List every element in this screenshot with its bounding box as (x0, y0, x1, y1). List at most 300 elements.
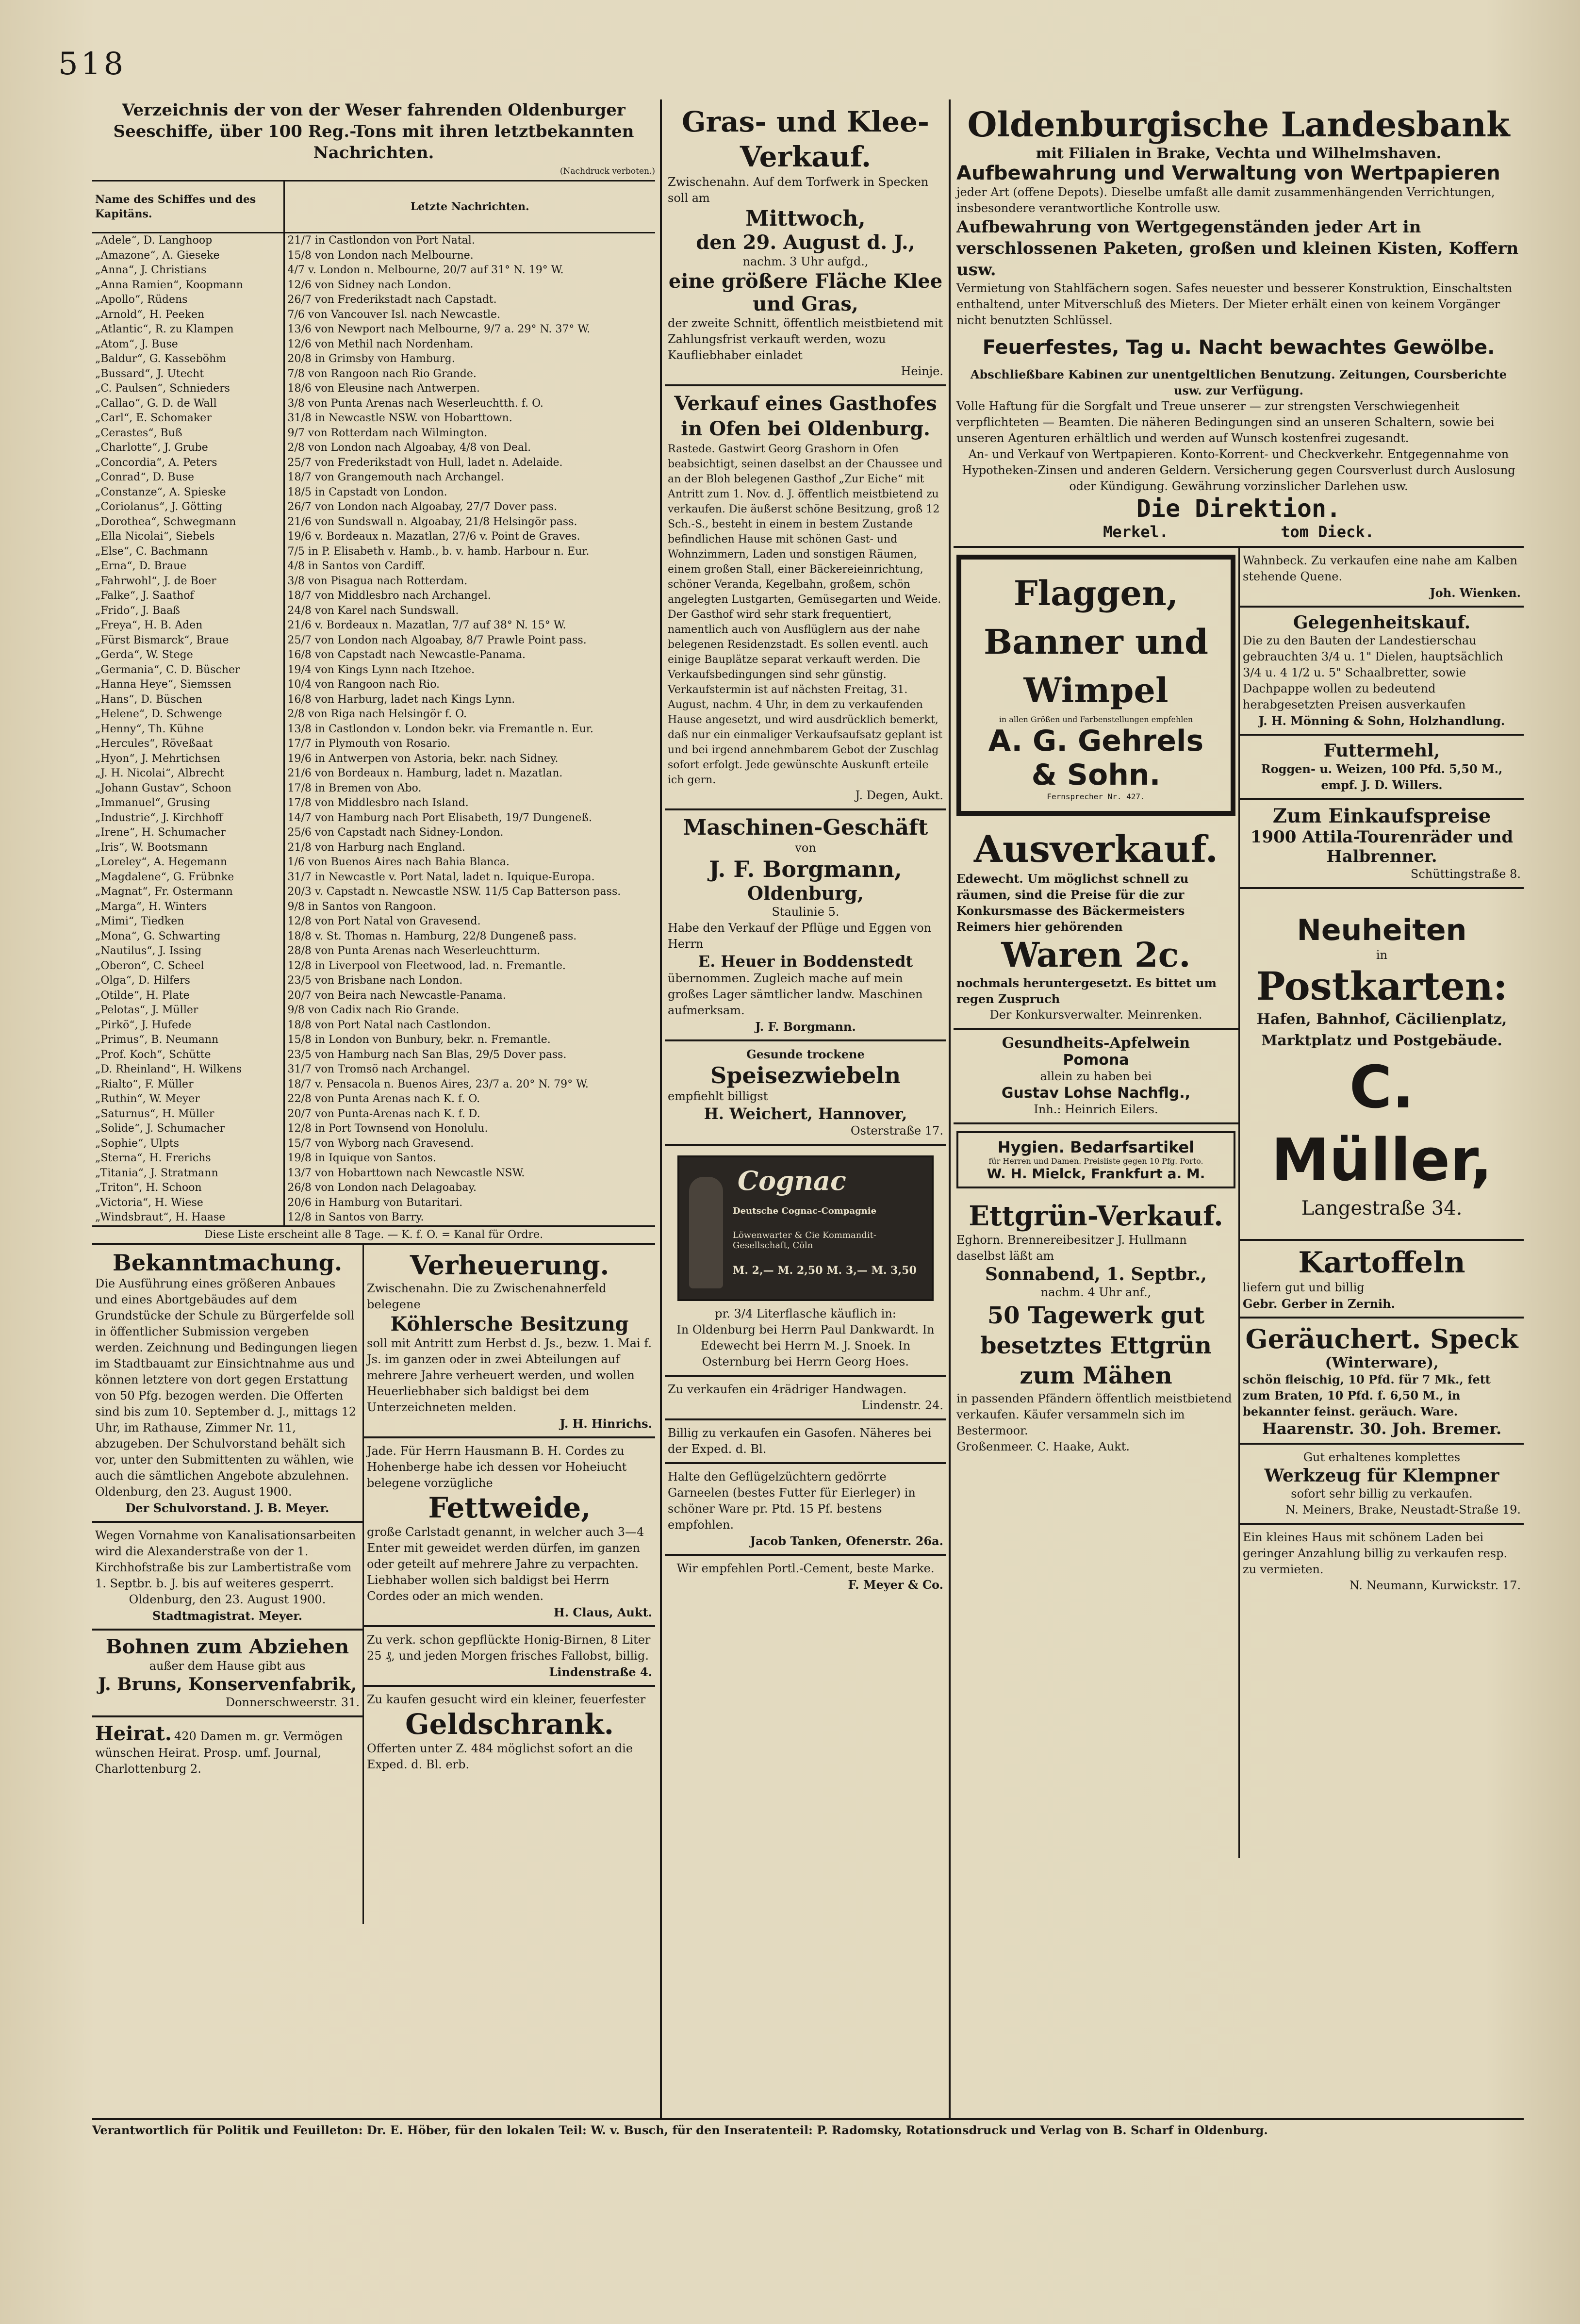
ship-news: 20/6 in Hamburg von Butaritari. (287, 1196, 463, 1209)
ship-name: „Solide“, J. Schumacher (92, 1121, 284, 1137)
ship-name: „Primus“, B. Neumann (92, 1033, 284, 1048)
table-row (92, 589, 655, 604)
ad-text: Gut erhaltenes komplettes (1303, 1450, 1461, 1464)
ship-news: 13/8 in Castlondon v. London bekr. via Fremantle n. Eur. (287, 723, 593, 735)
ship-news: 31/7 von Tromsö nach Archangel. (287, 1063, 470, 1075)
ship-news: 10/4 von Rangoon nach Rio. (287, 678, 440, 691)
ship-news: 23/5 von Hamburg nach San Blas, 29/5 Dover pass. (287, 1048, 567, 1061)
ship-name: „Charlotte“, J. Grube (92, 441, 284, 456)
ad-title: Ettgrün-Verkauf. (969, 1200, 1223, 1232)
ship-name: „Anna“, J. Christians (92, 263, 284, 278)
ship-news: 21/8 von Harburg nach England. (287, 841, 465, 854)
table-row (92, 500, 655, 515)
ship-news: 7/5 in P. Elisabeth v. Hamb., b. v. hamb. Harbour n. Eur. (287, 545, 590, 558)
ad-firm: C. Müller, (1271, 1054, 1493, 1194)
ship-news: 2/8 von Riga nach Helsingör f. O. (287, 708, 467, 720)
ad-address: Lindenstraße 4. (549, 1665, 652, 1679)
column-middle (665, 99, 946, 2118)
ship-name: „Constanze“, A. Spieske (92, 485, 284, 500)
ship-name: „Callao“, G. D. de Wall (92, 396, 284, 412)
ad-text: Offerten unter Z. 484 möglichst sofort an die Exped. d. Bl. erb. (367, 1741, 633, 1771)
table-row (92, 692, 655, 708)
ship-name: „Apollo“, Rüdens (92, 293, 284, 308)
table-row (92, 900, 655, 915)
ad-address: Schüttingstraße 8. (1410, 867, 1521, 881)
ad-gefluegel (665, 1464, 946, 1556)
ad-address: Donnerschweerstr. 31. (225, 1695, 360, 1709)
ad-subtitle: mit Filialen in Brake, Vechta und Wilhelmshaven. (1036, 145, 1442, 162)
ad-text: Die zu den Bauten der Landestierschau gebrauchten 3/4 u. 1" Dielen, hauptsächlich 3/4 u. 4 1/2 u. 5" Schaalbretter, sowie Dachpappe wollen zu bedeutend herabgesetzten Preisen ausverkaufen (1243, 634, 1503, 711)
ad-title: Bekanntmachung. (113, 1249, 342, 1276)
ad-title: Kartoffeln (1298, 1246, 1465, 1280)
ad-pomona (954, 1030, 1238, 1124)
ship-name: „Cerastes“, Buß (92, 426, 284, 441)
ad-speck (1240, 1319, 1524, 1445)
ship-name: „D. Rheinland“, H. Wilkens (92, 1062, 284, 1077)
ship-news: 16/8 von Harburg, ladet nach Kings Lynn. (287, 693, 515, 706)
table-row (92, 1121, 655, 1137)
ship-news: 26/7 von Frederikstadt nach Capstadt. (287, 294, 497, 306)
bank-names: Merkel. tom Dieck. (1103, 523, 1374, 541)
ad-date: Oldenburg, den 23. August 1900. (129, 1592, 326, 1606)
ship-name: „Bussard“, J. Utecht (92, 367, 284, 382)
table-row (92, 1092, 655, 1107)
table-row (92, 544, 655, 560)
ship-news: 22/8 von Punta Arenas nach K. f. O. (287, 1093, 480, 1105)
ad-text: 420 Damen m. gr. Vermögen wünschen Heirat. Prosp. umf. Journal, Charlottenburg 2. (95, 1729, 343, 1776)
ship-news: 20/3 v. Capstadt n. Newcastle NSW. 11/5 Cap Batterson pass. (287, 886, 621, 898)
right-ads-row (954, 548, 1524, 1858)
bank-line: jeder Art (offene Depots). Dieselbe umfaßt alle damit zusammenhängenden Verrichtungen, insbesondere verantwortliche Kontrolle usw. (956, 185, 1495, 215)
ad-title: Hygien. Bedarfsartikel (997, 1138, 1195, 1156)
ad-text: übernommen. Zugleich mache auf mein großes Lager sämtlicher landw. Maschinen aufmerksam. (668, 972, 923, 1017)
table-row (92, 722, 655, 737)
table-row (92, 308, 655, 323)
ad-text: Zu verkaufen ein 4rädriger Handwagen. (668, 1383, 907, 1396)
ad-bekanntmachung (92, 1245, 362, 1523)
ship-name: „Triton“, H. Schoon (92, 1181, 284, 1196)
table-row (92, 263, 655, 278)
ad-text: Hafen, Bahnhof, Cäcilienplatz, Marktplatz und Postgebäude. (1256, 1011, 1507, 1049)
ship-name: „Sophie“, Ulpts (92, 1137, 284, 1152)
table-row (92, 574, 655, 589)
ship-news: 9/7 von Rotterdam nach Wilmington. (287, 427, 488, 439)
table-row (92, 1107, 655, 1122)
cognac-price: M. 2,— M. 2,50 M. 3,— M. 3,50 (733, 1264, 917, 1277)
ad-text: Inh.: Heinrich Eilers. (1034, 1103, 1158, 1116)
ad-subtitle: (Winterware), (1325, 1354, 1439, 1371)
ship-name: „C. Paulsen“, Schnieders (92, 381, 284, 396)
ad-futtermehl (1240, 736, 1524, 800)
ad-ausverkauf (954, 823, 1238, 1030)
ship-table-body (92, 233, 655, 1226)
table-row (92, 944, 655, 959)
ship-name: „Carl“, E. Schomaker (92, 411, 284, 426)
ad-phone: Fernsprecher Nr. 427. (1047, 792, 1145, 801)
ship-name: „Atlantic“, R. zu Klampen (92, 322, 284, 337)
ship-name: „Iris“, W. Bootsmann (92, 841, 284, 856)
ship-name: „Hans“, D. Büschen (92, 692, 284, 708)
ad-title: Gelegenheitskauf. (1293, 612, 1471, 633)
ship-name: „Arnold“, H. Peeken (92, 308, 284, 323)
ship-name: „Olga“, D. Hilfers (92, 973, 284, 989)
ship-name: „Hyon“, J. Mehrtichsen (92, 752, 284, 767)
table-row (92, 1062, 655, 1077)
table-row (92, 559, 655, 574)
left-ads-row (92, 1245, 655, 1924)
ad-subtitle: Postkarten: (1256, 963, 1508, 1009)
ad-title: Geldschrank. (405, 1707, 614, 1741)
ad-text: große Carlstadt genannt, in welcher auch 3—4 Enter mit geweidet werden dürfen, im ganzen oder geteilt auf mehrere Jahre zu verpachten. Liebhaber wollen sich baldigst bei Herrn Cordes oder an mich wenden. (367, 1525, 644, 1603)
table-row (92, 633, 655, 648)
ad-text: Edewecht. Um möglichst schnell zu räumen, sind die Preise für die zur Konkursmasse des Bäckermeisters Reimers hier gehörenden (956, 872, 1189, 934)
ship-news: 28/8 von Punta Arenas nach Weserleuchtturm. (287, 945, 541, 957)
ad-werkzeug (1240, 1445, 1524, 1525)
ship-col-news: Letzte Nachrichten. (284, 181, 655, 233)
table-row (92, 604, 655, 619)
ad-title: Verheuerung. (410, 1249, 609, 1281)
ad-sign: F. Meyer & Co. (848, 1578, 943, 1592)
bank-line: Abschließbare Kabinen zur unentgeltlichen Benutzung. Zeitungen, Coursberichte usw. zur Verfügung. (970, 367, 1507, 397)
ship-col-name: Name des Schiffes und des Kapitäns. (92, 181, 284, 233)
left-ads-a (92, 1245, 364, 1924)
ship-news: 13/6 von Newport nach Melbourne, 9/7 a. 29° N. 37° W. (287, 323, 591, 335)
ship-name: „Marga“, H. Winters (92, 900, 284, 915)
ship-name: „Anna Ramien“, Koopmann (92, 278, 284, 293)
ship-name: „Baldur“, G. Kasseböhm (92, 352, 284, 367)
ship-news: 12/8 in Port Townsend von Honolulu. (287, 1122, 488, 1135)
table-row (92, 322, 655, 337)
table-row (92, 485, 655, 500)
ship-news: 17/8 in Bremen von Abo. (287, 782, 422, 794)
ad-day: Mittwoch, (745, 206, 866, 231)
table-row (92, 426, 655, 441)
ship-name: „Fahrwohl“, J. de Boer (92, 574, 284, 589)
ad-handwagen (665, 1377, 946, 1420)
ship-name: „Coriolanus“, J. Götting (92, 500, 284, 515)
ship-news: 15/7 von Wyborg nach Gravesend. (287, 1137, 474, 1150)
ship-news: 13/7 von Hobarttown nach Newcastle NSW. (287, 1167, 525, 1179)
ship-name: „Rialto“, F. Müller (92, 1077, 284, 1092)
ship-news: 1/6 von Buenos Aires nach Bahia Blanca. (287, 856, 510, 868)
ship-list-title: Verzeichnis der von der Weser fahrenden Oldenburger Seeschiffe, über 100 Reg.-Tons mit ihren letztbekannten Nachrichten. (113, 100, 634, 163)
ship-news: 12/6 von Methil nach Nordenham. (287, 338, 474, 350)
ad-title: Oldenburgische Landesbank (967, 104, 1510, 145)
ad-title: Verkauf eines Gasthofes in Ofen bei Oldenburg. (674, 392, 937, 440)
ad-text: in allen Größen und Farbenstellungen empfehlen (999, 715, 1193, 724)
ship-news: 12/8 in Santos von Barry. (287, 1211, 424, 1223)
ship-name: „Germania“, C. D. Büscher (92, 663, 284, 678)
ship-news: 19/4 von Kings Lynn nach Itzehoe. (287, 663, 475, 676)
ad-text: Habe den Verkauf der Pflüge und Eggen von Herrn (668, 921, 932, 951)
ad-text: Halte den Geflügelzüchtern gedörrte Garneelen (bestes Futter für Eierleger) in schöner Ware pr. Ptd. 15 Pf. bestens empfohlen. (668, 1470, 916, 1532)
table-row (92, 1166, 655, 1181)
ad-cognac (665, 1146, 946, 1377)
ship-name: „Ruthin“, W. Meyer (92, 1092, 284, 1107)
ad-landesbank (954, 99, 1524, 548)
cognac-brand: Cognac (738, 1165, 846, 1196)
ship-name: „Sterna“, H. Frerichs (92, 1151, 284, 1166)
ad-subtitle: Köhlersche Besitzung (390, 1312, 629, 1335)
ad-sign: H. Claus, Aukt. (554, 1605, 652, 1619)
ad-text: von (795, 841, 816, 855)
ship-news: 25/7 von London nach Algoabay, 8/7 Prawle Point pass. (287, 634, 587, 646)
ship-news: 18/5 in Capstadt von London. (287, 486, 447, 498)
ship-name: „Frido“, J. Baaß (92, 604, 284, 619)
ship-news: 2/8 von London nach Algoabay, 4/8 von Deal. (287, 442, 531, 454)
table-row (92, 456, 655, 471)
ship-name: „Magdalene“, G. Frübnke (92, 870, 284, 885)
table-row (92, 811, 655, 826)
cognac-sub: Deutsche Cognac-Compagnie (733, 1206, 877, 1216)
table-row (92, 707, 655, 722)
ad-sign: J. H. Hinrichs. (560, 1416, 652, 1431)
table-row (92, 737, 655, 752)
ad-address: Staulinie 5. (772, 905, 839, 919)
column-rule-1 (660, 99, 662, 2118)
ad-firm: H. Weichert, Hannover, (704, 1104, 907, 1123)
ship-name: „Irene“, H. Schumacher (92, 825, 284, 841)
ship-news: 19/8 in Iquique von Santos. (287, 1152, 436, 1164)
ship-name: „Ella Nicolai“, Siebels (92, 529, 284, 544)
ship-news: 20/8 in Grimsby von Hamburg. (287, 353, 455, 365)
ad-text: schön fleischig, 10 Pfd. für 7 Mk., fett zum Braten, 10 Pfd. f. 6,50 M., in bekannter feinst. geräuch. Ware. (1243, 1372, 1491, 1418)
ad-subtitle: eine größere Fläche Klee und Gras, (668, 270, 943, 315)
ad-text: Billig zu verkaufen ein Gasofen. Näheres bei der Exped. d. Bl. (668, 1426, 932, 1456)
ad-time: nachm. 4 Uhr anf., (1040, 1286, 1152, 1299)
ad-title: Geräuchert. Speck (1245, 1323, 1518, 1354)
ad-kanalisation (92, 1523, 362, 1631)
ad-sign: Heinje. (901, 364, 943, 378)
ad-title: Maschinen-Geschäft (683, 815, 928, 840)
ship-name: „Hercules“, Röveßaat (92, 737, 284, 752)
ad-geldschrank (364, 1687, 655, 1778)
ship-news: 21/6 v. Bordeaux n. Mazatlan, 7/7 auf 38° N. 15° W. (287, 619, 566, 631)
ship-news: 18/6 von Eleusine nach Antwerpen. (287, 382, 480, 395)
ship-name: „Erna“, D. Braue (92, 559, 284, 574)
ad-title: Fettweide, (428, 1491, 591, 1524)
table-row (92, 781, 655, 796)
ship-news: 17/7 in Plymouth von Rosario. (287, 738, 451, 750)
ship-name: „Nautilus“, J. Issing (92, 944, 284, 959)
ship-name: „Otilde“, H. Plate (92, 989, 284, 1004)
ad-date: den 29. August d. J., (696, 231, 915, 254)
ad-sign: N. Meiners, Brake, Neustadt-Straße 19. (1285, 1503, 1521, 1516)
table-row (92, 1077, 655, 1092)
ship-news: 4/7 v. London n. Melbourne, 20/7 auf 31° N. 19° W. (287, 264, 564, 276)
table-row (92, 766, 655, 781)
ad-address: Osterstraße 17. (850, 1124, 943, 1137)
ship-news: 3/8 von Punta Arenas nach Weserleuchtth. f. O. (287, 397, 543, 410)
ad-name: Pomona (1063, 1052, 1129, 1069)
ad-date: Oldenburg, den 23. August 1900. (95, 1484, 292, 1499)
ad-text: Zwischenahn. Die zu Zwischenahnerfeld belegene (367, 1281, 607, 1311)
ad-sign: Stadtmagistrat. Meyer. (152, 1608, 303, 1623)
ship-news: 31/7 in Newcastle v. Port Natal, ladet n. Iquique-Europa. (287, 871, 595, 883)
ship-name: „Concordia“, A. Peters (92, 456, 284, 471)
ad-date: Sonnabend, 1. Septbr., (985, 1264, 1207, 1285)
ad-firm: Gustav Lohse Nachflg., (1001, 1085, 1191, 1102)
table-row (92, 352, 655, 367)
ad-title: Gras- und Klee-Verkauf. (682, 105, 929, 173)
ship-news: 23/5 von Brisbane nach London. (287, 974, 463, 987)
ship-name: „Oberon“, C. Scheel (92, 959, 284, 974)
table-row (92, 233, 655, 248)
column-right (954, 99, 1524, 2118)
ad-text: außer dem Hause gibt aus (149, 1659, 306, 1673)
ad-wahnbeck (1240, 548, 1524, 608)
ship-news: 12/6 von Sidney nach London. (287, 279, 451, 291)
table-row (92, 914, 655, 929)
ad-verheuerung (364, 1245, 655, 1438)
ship-news: 15/8 von London nach Melbourne. (287, 249, 474, 262)
ship-news: 14/7 von Hamburg nach Port Elisabeth, 19/7 Dungeneß. (287, 811, 592, 824)
ad-postkarten (1240, 889, 1524, 1241)
column-ships (92, 99, 655, 2118)
table-row (92, 929, 655, 944)
ship-news: 9/8 von Cadix nach Rio Grande. (287, 1004, 460, 1016)
right-ads-b (1240, 548, 1524, 1858)
ad-sign: J. H. Mönning & Sohn, Holzhandlung. (1258, 714, 1505, 728)
page-number: 518 (58, 46, 127, 82)
ad-text: in (1376, 948, 1388, 962)
ad-title: Ausverkauf. (973, 827, 1218, 871)
table-row (92, 825, 655, 841)
table-row (92, 855, 655, 870)
bank-line: Aufbewahrung von Wertgegenständen jeder Art in verschlossenen Paketen, großen und kleinen Kisten, Koffern usw. (956, 217, 1519, 280)
ad-name: E. Heuer in Boddenstedt (698, 952, 913, 971)
ad-cement (665, 1556, 946, 1598)
ship-news: 7/6 von Vancouver Isl. nach Newcastle. (287, 308, 501, 321)
table-row (92, 841, 655, 856)
ad-flaggen (956, 555, 1235, 816)
ship-name: „Pelotas“, J. Müller (92, 1003, 284, 1018)
ad-title: Heirat. (95, 1722, 172, 1745)
ship-name: „Immanuel“, Grusing (92, 796, 284, 811)
bank-line: Aufbewahrung und Verwaltung von Wertpapieren (956, 162, 1500, 184)
ship-list-footer: Diese Liste erscheint alle 8 Tage. — K. f. O. = Kanal für Ordre. (92, 1227, 655, 1245)
ship-news: 18/8 v. St. Thomas n. Hamburg, 22/8 Dungeneß pass. (287, 930, 577, 942)
table-row (92, 1048, 655, 1063)
ship-name: „Mona“, G. Schwarting (92, 929, 284, 944)
ad-text: Ein kleines Haus mit schönem Laden bei geringer Anzahlung billig zu verkaufen resp. zu vermieten. (1243, 1531, 1508, 1576)
table-row (92, 293, 655, 308)
ad-firm: Gebr. Gerber in Zernih. (1243, 1297, 1395, 1311)
table-row (92, 1181, 655, 1196)
imprint-footer: Verantwortlich für Politik und Feuilleton: Dr. E. Höber, für den lokalen Teil: W. v. Busch, für den Inseratenteil: P. Radomsky, Rotationsdruck und Verlag von B. Scharf in Oldenburg. (92, 2118, 1524, 2137)
ad-gras-klee (665, 99, 946, 386)
table-row (92, 441, 655, 456)
column-rule-2 (949, 99, 951, 2118)
table-row (92, 248, 655, 264)
table-row (92, 752, 655, 767)
ship-news: 12/8 in Liverpool von Fleetwood, lad. n. Fremantle. (287, 959, 566, 972)
ship-news: 17/8 von Middlesbro nach Island. (287, 797, 469, 809)
ad-text: Wir empfehlen Portl.-Cement, beste Marke. (676, 1562, 935, 1575)
ad-einkaufspreise (1240, 800, 1524, 889)
ship-name: „Pirkö“, J. Hufede (92, 1018, 284, 1033)
table-row (92, 529, 655, 544)
ship-name: „Henny“, Th. Kühne (92, 722, 284, 737)
ad-kartoffeln (1240, 1241, 1524, 1319)
ship-news: 25/7 von Frederikstadt von Hull, ladet n. Adelaide. (287, 456, 563, 469)
ad-firm: A. G. Gehrels & Sohn. (988, 724, 1204, 792)
table-row (92, 618, 655, 633)
ad-gasofen (665, 1420, 946, 1464)
ad-text: Gesunde trockene (746, 1047, 865, 1061)
ship-name: „Gerda“, W. Stege (92, 648, 284, 663)
table-row (92, 337, 655, 352)
ad-heirat (92, 1717, 362, 1782)
left-ads-b (364, 1245, 655, 1924)
table-row (92, 470, 655, 485)
table-row (92, 1018, 655, 1033)
ad-text: Zu verk. schon gepflückte Honig-Birnen, 8 Liter 25 ₰, und jeden Morgen frisches Fallobst, billig. (367, 1632, 651, 1663)
ad-text: 1900 Attila-Tourenräder und Halbrenner. (1250, 827, 1514, 866)
table-row (92, 367, 655, 382)
ad-sign: Großenmeer. C. Haake, Aukt. (956, 1440, 1130, 1453)
ship-news: 25/6 von Capstadt nach Sidney-London. (287, 826, 504, 839)
ad-text: der zweite Schnitt, öffentlich meistbietend mit Zahlungsfrist verkauft werden, wozu Kaufliebhaber einladet (668, 316, 943, 362)
bottle-icon (689, 1177, 723, 1288)
ship-news: 9/8 in Santos von Rangoon. (287, 900, 436, 913)
table-row (92, 796, 655, 811)
ad-firm: J. Bruns, Konservenfabrik, (98, 1674, 357, 1695)
ship-table (92, 180, 655, 1227)
ad-ettgruen (954, 1195, 1238, 1460)
ad-time: nachm. 3 Uhr aufgd., (742, 255, 869, 268)
ship-name: „Helene“, D. Schwenge (92, 707, 284, 722)
ad-text: in passenden Pfändern öffentlich meistbietend verkaufen. Käufer versammeln sich im Bestermoor. (956, 1392, 1232, 1437)
ship-news: 20/7 von Punta-Arenas nach K. f. D. (287, 1107, 480, 1120)
ship-news: 20/7 von Beira nach Newcastle-Panama. (287, 989, 506, 1002)
ad-title: Flaggen, Banner und Wimpel (984, 573, 1208, 710)
right-ads-a (954, 548, 1240, 1858)
ad-title: Werkzeug für Klempner (1264, 1466, 1499, 1486)
ship-news: 19/6 v. Bordeaux n. Mazatlan, 27/6 v. Point de Graves. (287, 530, 580, 543)
ad-subtitle: 50 Tagewerk gut besetztes Ettgrün zum Mähen (980, 1302, 1212, 1389)
ship-news: 18/7 v. Pensacola n. Buenos Aires, 23/7 a. 20° N. 79° W. (287, 1078, 589, 1090)
bank-line: An- und Verkauf von Wertpapieren. Konto-Korrent- und Checkverkehr. Entgegennahme von Hypotheken-Zinsen und anderen Geldern. Versicherung gegen Coursverlust durch Auslosung oder Kündigung. Gewährung vorzinslicher Darlehen usw. (962, 447, 1515, 493)
table-row (92, 515, 655, 530)
bank-line: Feuerfestes, Tag u. Nacht bewachtes Gewölbe. (982, 336, 1495, 359)
ship-name: „Atom“, J. Buse (92, 337, 284, 352)
ship-list-note: (Nachdruck verboten.) (560, 166, 655, 176)
table-row (92, 1003, 655, 1018)
ad-firm: W. H. Mielck, Frankfurt a. M. (987, 1166, 1205, 1182)
ship-news: 18/7 von Middlesbro nach Archangel. (287, 590, 491, 602)
ad-text: Zwischenahn. Auf dem Torfwerk in Specken soll am (668, 175, 929, 205)
ship-name: „Victoria“, H. Wiese (92, 1196, 284, 1211)
cognac-illustration (677, 1155, 934, 1301)
table-row (92, 663, 655, 678)
ship-name: „Magnat“, Fr. Ostermann (92, 885, 284, 900)
ship-news: 12/8 von Port Natal von Gravesend. (287, 915, 481, 927)
ad-text: Zu kaufen gesucht wird ein kleiner, feuerfester (367, 1692, 646, 1706)
ad-sign: J. F. Borgmann. (755, 1020, 856, 1034)
ad-text: für Herren und Damen. Preisliste gegen 10 Pfg. Porto. (988, 1156, 1203, 1166)
ad-bohnen (92, 1631, 362, 1717)
ad-sign: Der Schulvorstand. J. B. Meyer. (125, 1500, 329, 1515)
ship-name: „Johann Gustav“, Schoon (92, 781, 284, 796)
ship-name: „Saturnus“, H. Müller (92, 1107, 284, 1122)
ad-title: Zum Einkaufspreise (1272, 805, 1491, 827)
ad-sign: Der Konkursverwalter. Meinrenken. (989, 1008, 1202, 1022)
ship-name: „Hanna Heye“, Siemssen (92, 677, 284, 692)
ad-zwiebeln (665, 1041, 946, 1146)
table-row (92, 278, 655, 293)
ad-gelegenheit (1240, 608, 1524, 736)
